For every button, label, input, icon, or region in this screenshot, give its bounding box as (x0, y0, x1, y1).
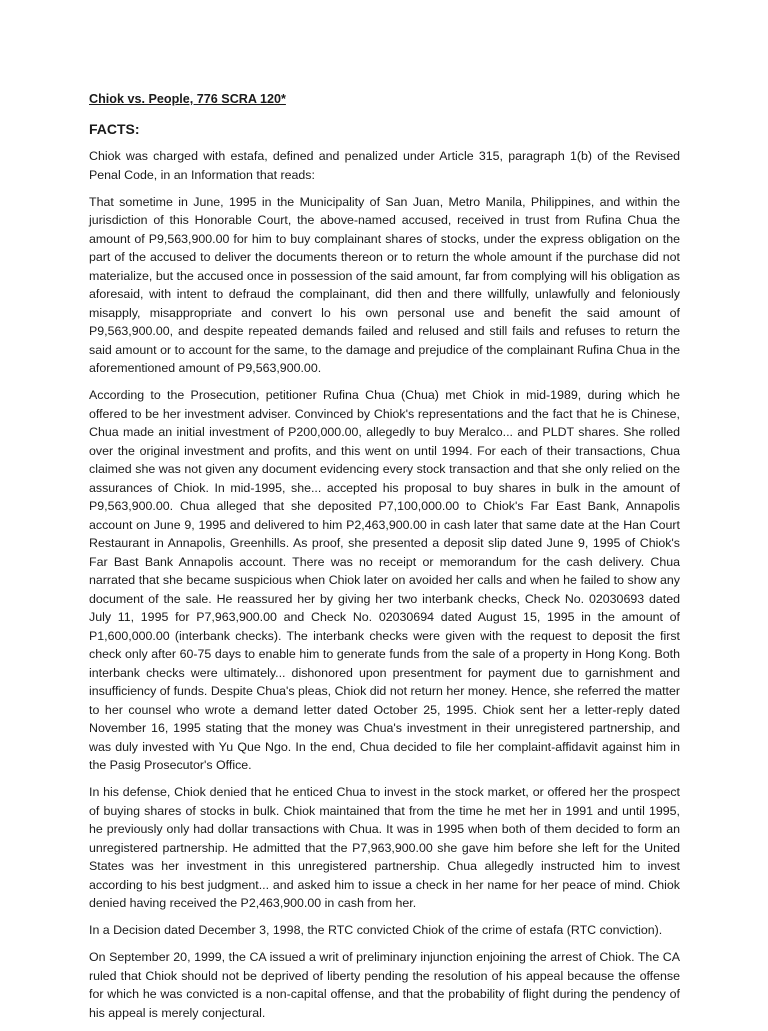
case-title: Chiok vs. People, 776 SCRA 120* (89, 92, 286, 106)
paragraph-prosecution: According to the Prosecution, petitioner Rufina Chua (Chua) met Chiok in mid-1989, during which he offered to be her investment adviser. Convinced by Chiok's representations and the fact that he is Chinese, Chua made an initial investment of P200,000.00, allegedly to buy Meralco... and PLDT shares. She rolled over the original investment and profits, and this went on until 1994. For each of their transactions, Chua claimed she was not given any document evidencing every stock transaction and that she only relied on the assurances of Chiok. In mid-1995, she... accepted his proposal to buy shares in bulk in the amount of P9,563,900.00. Chua alleged that she deposited P7,100,000.00 to Chiok's Far East Bank, Annapolis account on June 9, 1995 and delivered to him P2,463,900.00 in cash later that same date at the Han Court Restaurant in Annapolis, Greenhills. As proof, she presented a deposit slip dated June 9, 1995 of Chiok's Far Bast Bank Annapolis account. There was no receipt or memorandum for the cash delivery. Chua narrated that she became suspicious when Chiok later on avoided her calls and when he failed to show any document of the sale. He reassured her by giving her two interbank checks, Check No. 02030693 dated July 11, 1995 for P7,963,900.00 and Check No. 02030694 dated August 15, 1995 in the amount of P1,600,000.00 (interbank checks). The interbank checks were given with the request to deposit the first check only after 60-75 days to enable him to generate funds from the sale of a property in Hong Kong. Both interbank checks were ultimately... dishonored upon presentment for payment due to garnishment and insufficiency of funds. Despite Chua's pleas, Chiok did not return her money. Hence, she referred the matter to her counsel who wrote a demand letter dated October 25, 1995. Chiok sent her a letter-reply dated November 16, 1995 stating that the money was Chua's investment in their unregistered partnership, and was duly invested with Yu Que Ngo. In the end, Chua decided to file her complaint-affidavit against him in the Pasig Prosecutor's Office. (89, 388, 680, 772)
paragraph-defense: In his defense, Chiok denied that he enticed Chua to invest in the stock market, or offered her the prospect of buying shares of stocks in bulk. Chiok maintained that from the time he met her in 1991 and until 1995, he previously only had dollar transactions with Chua. It was in 1995 when both of them decided to form an unregistered partnership. He admitted that the P7,963,900.00 she gave him before she left for the United States was her investment in this unregistered partnership. Chua allegedly instructed him to invest according to his best judgment... and asked him to issue a check in her name for her peace of mind. Chiok denied having received the P2,463,900.00 in cash from her. (89, 785, 680, 910)
paragraph-charge: Chiok was charged with estafa, defined and penalized under Article 315, paragraph 1(b) of the Revised Penal Code, in an Information that reads: (89, 149, 680, 182)
paragraph-rtc-decision: In a Decision dated December 3, 1998, the RTC convicted Chiok of the crime of estafa (RTC conviction). (89, 923, 663, 937)
document-page (89, 89, 680, 1031)
paragraph-ca-injunction: On September 20, 1999, the CA issued a writ of preliminary injunction enjoining the arrest of Chiok. The CA ruled that Chiok should not be deprived of liberty pending the resolution of his appeal because the offense for which he was convicted is a non-capital offense, and that the probability of flight during the pendency of his appeal is merely conjectural. (89, 950, 680, 1020)
facts-heading: FACTS: (89, 121, 140, 137)
paragraph-information: That sometime in June, 1995 in the Municipality of San Juan, Metro Manila, Philippines, and within the jurisdiction of this Honorable Court, the above-named accused, received in trust from Rufina Chua the amount of P9,563,900.00 for him to buy complainant shares of stocks, under the express obligation on the part of the accused to deliver the documents thereon or to return the whole amount if the purchase did not materialize, but the accused once in possession of the said amount, far from complying will his obligation as aforesaid, with intent to defraud the complainant, did then and there willfully, unlawfully and feloniously misapply, misappropriate and convert lo his own personal use and benefit the said amount of P9,563,900.00, and despite repeated demands failed and relused and still fails and refuses to return the said amount or to account for the same, to the damage and prejudice of the complainant Rufina Chua in the aforementioned amount of P9,563,900.00. (89, 194, 680, 375)
